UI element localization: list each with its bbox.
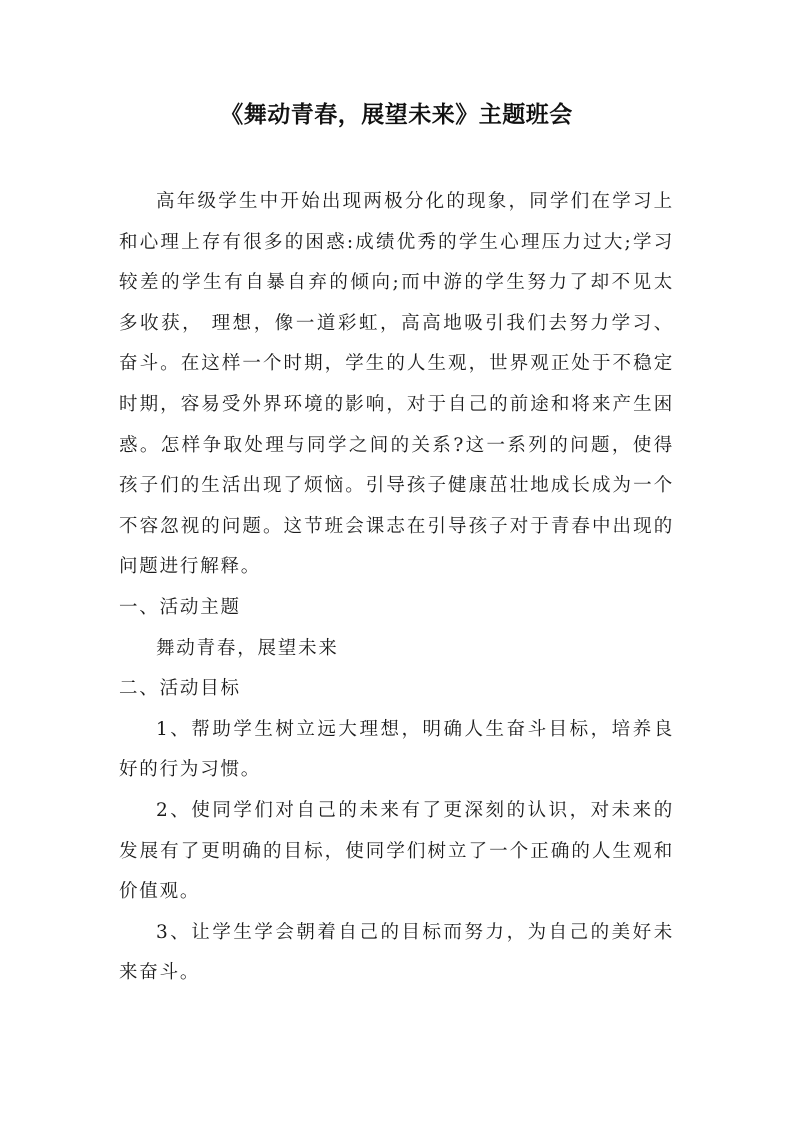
goal-item-1: 1、帮助学生树立远大理想，明确人生奋斗目标，培养良好的行为习惯。 [119,718,674,781]
section-heading-theme: 一、活动主题 [119,596,241,618]
goal-item-2: 2、使同学们对自己的未来有了更深刻的认识，对未来的发展有了更明确的目标，使同学们树立了一个正确的人生观和价值观。 [119,799,674,903]
document-body [119,182,674,994]
goal-item-3: 3、让学生学会朝着自己的目标而努力，为自己的美好未来奋斗。 [119,921,674,984]
theme-text: 舞动青春，展望未来 [156,637,339,659]
document-title: 《舞动青春，展望未来》主题班会 [220,102,573,128]
section-heading-goals: 二、活动目标 [119,678,241,700]
intro-paragraph: 高年级学生中开始出现两极分化的现象，同学们在学习上和心理上存有很多的困惑:成绩优秀的学生心理压力过大;学习较差的学生有自暴自弃的倾向;而中游的学生努力了却不见太多收获， 理想，像一道彩虹，高高地吸引我们去努力学习、奋斗。在这样一个时期，学生的人生观，世界观正处于不稳定时期，容易受外界环境的影响，对于自己的前途和将来产生困惑。怎样争取处理与同学之间的关系?这一系列的问题，使得孩子们的生活出现了烦恼。引导孩子健康茁壮地成长成为一个不容忽视的问题。这节班会课志在引导孩子对于青春中出现的问题进行解释。 [119,191,674,578]
